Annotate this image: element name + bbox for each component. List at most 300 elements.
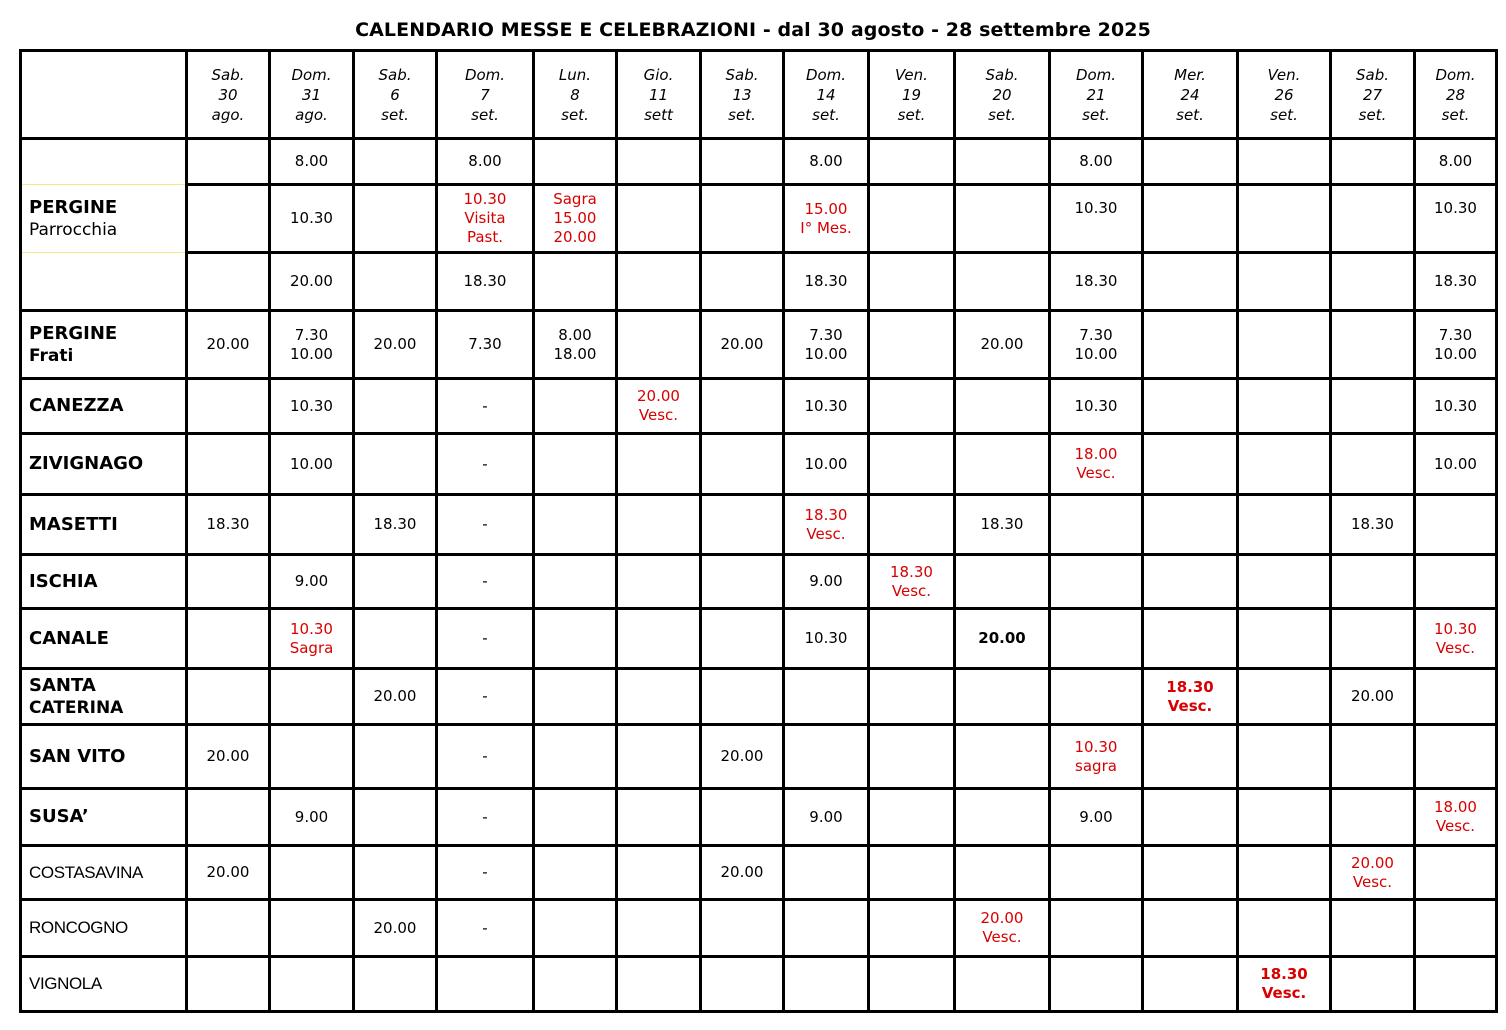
schedule-cell bbox=[1331, 139, 1415, 185]
parish-name: VIGNOLA bbox=[29, 974, 102, 993]
parish-row bbox=[21, 789, 1497, 846]
schedule-entry: 8.00 bbox=[558, 325, 592, 344]
parish-row bbox=[21, 185, 1497, 253]
schedule-entry: 10.00 bbox=[290, 454, 333, 473]
schedule-cell bbox=[869, 495, 955, 555]
schedule-cell bbox=[1143, 434, 1238, 495]
column-header-date: 13 bbox=[732, 85, 752, 104]
schedule-cell bbox=[354, 253, 437, 311]
schedule-entry: Vesc. bbox=[638, 406, 679, 424]
parish-name-cell bbox=[21, 139, 187, 185]
schedule-cell bbox=[1050, 789, 1143, 846]
schedule-entry: 9.00 bbox=[809, 807, 843, 826]
parish-row bbox=[21, 900, 1497, 957]
schedule-cell bbox=[784, 900, 869, 957]
schedule-entry: 7.30 bbox=[294, 325, 329, 344]
schedule-cell bbox=[1331, 846, 1415, 900]
schedule-cell bbox=[270, 669, 354, 725]
parish-row bbox=[21, 725, 1497, 789]
parish-name-cell bbox=[21, 185, 187, 253]
schedule-cell bbox=[354, 379, 437, 434]
schedule-cell bbox=[187, 139, 270, 185]
schedule-entry: 8.00 bbox=[294, 152, 329, 170]
parish-name-cell bbox=[21, 379, 187, 434]
schedule-cell bbox=[869, 957, 955, 1012]
page-title: CALENDARIO MESSE E CELEBRAZIONI - dal 30 agosto - 28 settembre 2025 bbox=[355, 19, 1151, 41]
schedule-cell bbox=[617, 139, 701, 185]
schedule-cell bbox=[1143, 789, 1238, 846]
schedule-entry: 8.00 bbox=[1079, 152, 1113, 170]
schedule-entry: 20.00 bbox=[373, 918, 417, 937]
column-header-date: 28 bbox=[1445, 85, 1466, 104]
schedule-entry: 18.30 bbox=[373, 515, 417, 533]
parish-name: ISCHIA bbox=[29, 570, 98, 592]
schedule-entry: 10.30 bbox=[1434, 619, 1477, 638]
schedule-entry: 20.00 bbox=[720, 335, 764, 353]
schedule-entry: 7.30 bbox=[1079, 325, 1113, 344]
schedule-cell bbox=[270, 253, 354, 311]
schedule-cell bbox=[354, 900, 437, 957]
column-header-date: 26 bbox=[1274, 85, 1294, 104]
schedule-entry: 18.30 bbox=[1260, 965, 1308, 983]
column-header-date: 20 bbox=[992, 85, 1012, 104]
schedule-cell bbox=[437, 434, 534, 495]
schedule-entry: 20.00 bbox=[1351, 687, 1394, 705]
schedule-entry: 15.00 bbox=[553, 209, 597, 227]
schedule-cell bbox=[187, 900, 270, 957]
schedule-entry: 10.30 bbox=[463, 190, 507, 208]
schedule-entry: 10.30 bbox=[1074, 199, 1118, 217]
schedule-cell bbox=[1415, 957, 1497, 1012]
parish-name: CANALE bbox=[29, 627, 109, 649]
column-header-day: Lun. bbox=[558, 65, 592, 84]
column-header-month: set. bbox=[988, 105, 1016, 124]
column-header-month: ago. bbox=[211, 105, 245, 124]
parish-row bbox=[21, 253, 1497, 311]
column-header bbox=[354, 51, 437, 139]
schedule-entry: 10.00 bbox=[290, 344, 333, 363]
parish-subname: Parrocchia bbox=[29, 219, 118, 240]
schedule-cell bbox=[1415, 495, 1497, 555]
schedule-cell bbox=[1050, 185, 1143, 253]
schedule-entry: 10.00 bbox=[1074, 344, 1118, 363]
schedule-cell bbox=[270, 900, 354, 957]
column-header-date: 8 bbox=[570, 85, 580, 104]
schedule-cell bbox=[617, 434, 701, 495]
schedule-cell bbox=[701, 609, 784, 669]
parish-row bbox=[21, 669, 1497, 725]
schedule-cell bbox=[701, 434, 784, 495]
column-header bbox=[955, 51, 1050, 139]
schedule-cell bbox=[187, 846, 270, 900]
schedule-cell bbox=[784, 957, 869, 1012]
schedule-cell bbox=[1238, 185, 1331, 253]
schedule-cell bbox=[1143, 900, 1238, 957]
calendar-body bbox=[21, 51, 1497, 1012]
schedule-entry: 10.30 bbox=[804, 396, 848, 415]
schedule-cell bbox=[701, 555, 784, 609]
column-header-day: Sab. bbox=[1355, 65, 1389, 84]
schedule-entry: 7.30 bbox=[468, 335, 502, 353]
column-header bbox=[701, 51, 784, 139]
schedule-entry: 20.00 bbox=[978, 629, 1026, 647]
schedule-cell bbox=[1143, 846, 1238, 900]
schedule-cell bbox=[354, 669, 437, 725]
schedule-cell bbox=[869, 789, 955, 846]
schedule-cell bbox=[187, 669, 270, 725]
schedule-cell bbox=[354, 495, 437, 555]
column-header-day: Ven. bbox=[1267, 65, 1301, 84]
schedule-cell bbox=[270, 846, 354, 900]
schedule-cell bbox=[534, 495, 617, 555]
schedule-cell bbox=[869, 846, 955, 900]
schedule-cell bbox=[534, 253, 617, 311]
schedule-cell bbox=[701, 957, 784, 1012]
schedule-cell bbox=[1143, 185, 1238, 253]
schedule-cell bbox=[869, 185, 955, 253]
schedule-cell bbox=[784, 669, 869, 725]
column-header bbox=[1415, 51, 1497, 139]
schedule-cell bbox=[437, 139, 534, 185]
schedule-entry: 20.00 bbox=[980, 909, 1024, 927]
schedule-entry: Visita bbox=[464, 209, 506, 227]
column-header bbox=[869, 51, 955, 139]
parish-name: CANEZZA bbox=[29, 395, 124, 416]
parish-subname: Frati bbox=[29, 345, 74, 366]
schedule-cell bbox=[955, 379, 1050, 434]
header-row bbox=[21, 51, 1497, 139]
schedule-entry: 10.30 bbox=[1434, 396, 1477, 415]
schedule-cell bbox=[354, 789, 437, 846]
schedule-cell bbox=[1238, 846, 1331, 900]
schedule-cell bbox=[869, 900, 955, 957]
schedule-cell bbox=[354, 957, 437, 1012]
schedule-cell bbox=[534, 725, 617, 789]
schedule-entry: - bbox=[482, 572, 488, 590]
schedule-cell bbox=[1143, 139, 1238, 185]
parish-name-cell bbox=[21, 495, 187, 555]
schedule-cell bbox=[1238, 253, 1331, 311]
schedule-cell bbox=[1238, 900, 1331, 957]
parish-row bbox=[21, 311, 1497, 379]
calendar-table bbox=[19, 49, 1498, 1013]
schedule-cell bbox=[1331, 669, 1415, 725]
column-header bbox=[617, 51, 701, 139]
schedule-cell bbox=[1050, 311, 1143, 379]
schedule-entry: - bbox=[482, 515, 488, 533]
schedule-cell bbox=[270, 609, 354, 669]
schedule-cell bbox=[784, 555, 869, 609]
schedule-cell bbox=[270, 957, 354, 1012]
schedule-cell bbox=[784, 379, 869, 434]
column-header-day: Dom. bbox=[464, 65, 506, 84]
schedule-entry: 20.00 bbox=[1351, 853, 1394, 872]
schedule-entry: Vesc. bbox=[1076, 464, 1116, 482]
schedule-cell bbox=[270, 555, 354, 609]
schedule-cell bbox=[784, 725, 869, 789]
schedule-cell bbox=[1050, 434, 1143, 495]
header-corner-cell bbox=[21, 51, 187, 139]
schedule-entry: 8.00 bbox=[1438, 152, 1473, 170]
column-header-day: Sab. bbox=[378, 65, 412, 84]
schedule-cell bbox=[617, 253, 701, 311]
schedule-cell bbox=[955, 495, 1050, 555]
parish-name-cell bbox=[21, 725, 187, 789]
column-header bbox=[534, 51, 617, 139]
schedule-cell bbox=[187, 434, 270, 495]
schedule-cell bbox=[534, 434, 617, 495]
schedule-cell bbox=[617, 609, 701, 669]
schedule-entry: 20.00 bbox=[373, 687, 417, 705]
schedule-cell bbox=[701, 253, 784, 311]
schedule-cell bbox=[1238, 434, 1331, 495]
schedule-cell bbox=[1415, 139, 1497, 185]
schedule-cell bbox=[617, 669, 701, 725]
schedule-entry: 20.00 bbox=[206, 747, 250, 765]
column-header-day: Dom. bbox=[805, 65, 847, 84]
column-header bbox=[1050, 51, 1143, 139]
parish-name: COSTASAVINA bbox=[29, 862, 143, 882]
parish-name: PERGINE bbox=[29, 196, 118, 218]
parish-name: RONCOGNO bbox=[29, 918, 128, 937]
schedule-cell bbox=[955, 185, 1050, 253]
parish-name-cell bbox=[21, 609, 187, 669]
schedule-cell bbox=[1050, 669, 1143, 725]
parish-name-cell bbox=[21, 669, 187, 725]
schedule-entry: 18.30 bbox=[1166, 677, 1214, 696]
schedule-cell bbox=[187, 253, 270, 311]
schedule-cell bbox=[1415, 311, 1497, 379]
schedule-entry: 20.00 bbox=[637, 387, 680, 405]
schedule-entry: 15.00 bbox=[804, 199, 848, 218]
parish-name: SUSA’ bbox=[29, 806, 89, 827]
column-header-date: 7 bbox=[480, 85, 490, 104]
schedule-cell bbox=[354, 311, 437, 379]
schedule-entry: Vesc. bbox=[1435, 817, 1476, 835]
schedule-entry: 18.30 bbox=[1434, 272, 1477, 290]
column-header bbox=[187, 51, 270, 139]
schedule-cell bbox=[869, 311, 955, 379]
schedule-cell bbox=[1415, 609, 1497, 669]
schedule-cell bbox=[1331, 609, 1415, 669]
schedule-cell bbox=[437, 185, 534, 253]
schedule-entry: 8.00 bbox=[468, 152, 502, 170]
schedule-cell bbox=[534, 139, 617, 185]
schedule-cell bbox=[534, 900, 617, 957]
schedule-entry: Sagra bbox=[553, 190, 597, 208]
schedule-entry: 8.00 bbox=[809, 152, 843, 170]
column-header-month: set. bbox=[728, 105, 756, 124]
schedule-cell bbox=[187, 725, 270, 789]
column-header bbox=[784, 51, 869, 139]
schedule-cell bbox=[1331, 311, 1415, 379]
schedule-cell bbox=[1238, 957, 1331, 1012]
schedule-cell bbox=[617, 957, 701, 1012]
schedule-cell bbox=[354, 555, 437, 609]
schedule-cell bbox=[1238, 789, 1331, 846]
schedule-cell bbox=[1050, 139, 1143, 185]
schedule-cell bbox=[617, 846, 701, 900]
schedule-entry: 20.00 bbox=[206, 863, 250, 881]
schedule-cell bbox=[701, 185, 784, 253]
schedule-cell bbox=[270, 379, 354, 434]
schedule-cell bbox=[437, 495, 534, 555]
schedule-cell bbox=[1238, 555, 1331, 609]
schedule-cell bbox=[1415, 555, 1497, 609]
parish-subname: CATERINA bbox=[29, 697, 124, 718]
schedule-cell bbox=[784, 253, 869, 311]
schedule-cell bbox=[270, 185, 354, 253]
schedule-cell bbox=[1238, 725, 1331, 789]
schedule-cell bbox=[354, 139, 437, 185]
schedule-entry: 10.00 bbox=[1434, 454, 1477, 473]
parish-name-cell bbox=[21, 311, 187, 379]
parish-row bbox=[21, 434, 1497, 495]
column-header-month: set. bbox=[1270, 105, 1298, 124]
schedule-cell bbox=[1238, 311, 1331, 379]
column-header-date: 21 bbox=[1086, 85, 1106, 104]
schedule-cell bbox=[1143, 555, 1238, 609]
column-header-month: ago. bbox=[295, 105, 328, 124]
column-header-day: Gio. bbox=[643, 65, 674, 84]
schedule-cell bbox=[784, 846, 869, 900]
schedule-cell bbox=[437, 379, 534, 434]
schedule-cell bbox=[869, 253, 955, 311]
schedule-cell bbox=[784, 609, 869, 669]
schedule-cell bbox=[1050, 725, 1143, 789]
schedule-cell bbox=[270, 725, 354, 789]
schedule-cell bbox=[534, 555, 617, 609]
schedule-cell bbox=[701, 789, 784, 846]
schedule-entry: - bbox=[482, 918, 488, 937]
schedule-entry: 18.00 bbox=[553, 344, 597, 363]
parish-row bbox=[21, 379, 1497, 434]
schedule-entry: Vesc. bbox=[1167, 696, 1213, 715]
schedule-cell bbox=[1238, 379, 1331, 434]
schedule-cell bbox=[1331, 725, 1415, 789]
column-header-day: Dom. bbox=[291, 65, 332, 84]
schedule-cell bbox=[617, 900, 701, 957]
column-header-month: set. bbox=[1176, 105, 1204, 124]
schedule-cell bbox=[869, 725, 955, 789]
schedule-cell bbox=[784, 789, 869, 846]
schedule-entry: 20.00 bbox=[553, 228, 597, 246]
schedule-cell bbox=[1143, 725, 1238, 789]
schedule-cell bbox=[1143, 495, 1238, 555]
schedule-cell bbox=[437, 253, 534, 311]
schedule-entry: 20.00 bbox=[980, 335, 1024, 353]
schedule-cell bbox=[354, 846, 437, 900]
schedule-cell bbox=[1331, 555, 1415, 609]
schedule-cell bbox=[701, 669, 784, 725]
schedule-cell bbox=[869, 379, 955, 434]
schedule-entry: 10.30 bbox=[804, 629, 848, 647]
schedule-entry: 7.30 bbox=[809, 325, 843, 344]
parish-name-cell bbox=[21, 900, 187, 957]
column-header-day: Sab. bbox=[211, 65, 245, 84]
schedule-cell bbox=[1331, 434, 1415, 495]
schedule-cell bbox=[187, 789, 270, 846]
schedule-cell bbox=[437, 957, 534, 1012]
column-header-month: sett bbox=[644, 105, 673, 124]
schedule-entry: 20.00 bbox=[290, 272, 333, 290]
schedule-entry: 18.00 bbox=[1074, 445, 1118, 463]
column-header-month: set. bbox=[381, 105, 409, 124]
schedule-entry: 18.30 bbox=[1351, 515, 1394, 533]
column-header-date: 27 bbox=[1362, 85, 1383, 104]
schedule-cell bbox=[955, 789, 1050, 846]
schedule-cell bbox=[869, 555, 955, 609]
schedule-cell bbox=[869, 669, 955, 725]
schedule-cell bbox=[1238, 609, 1331, 669]
parish-row bbox=[21, 609, 1497, 669]
parish-row bbox=[21, 846, 1497, 900]
schedule-cell bbox=[617, 789, 701, 846]
schedule-cell bbox=[1415, 900, 1497, 957]
schedule-cell bbox=[955, 900, 1050, 957]
schedule-cell bbox=[955, 434, 1050, 495]
schedule-cell bbox=[784, 311, 869, 379]
schedule-cell bbox=[1143, 311, 1238, 379]
schedule-entry: 10.30 bbox=[1074, 737, 1118, 756]
schedule-cell bbox=[1331, 900, 1415, 957]
schedule-cell bbox=[1331, 957, 1415, 1012]
column-header-day: Ven. bbox=[895, 65, 928, 84]
schedule-cell bbox=[617, 495, 701, 555]
schedule-cell bbox=[617, 185, 701, 253]
schedule-cell bbox=[534, 311, 617, 379]
schedule-entry: 10.30 bbox=[290, 209, 333, 227]
schedule-cell bbox=[1331, 253, 1415, 311]
column-header-day: Sab. bbox=[725, 65, 759, 84]
schedule-cell bbox=[437, 900, 534, 957]
schedule-cell bbox=[1415, 185, 1497, 253]
column-header-date: 11 bbox=[648, 85, 669, 104]
column-header-date: 30 bbox=[218, 85, 238, 104]
schedule-entry: 10.30 bbox=[290, 619, 333, 638]
schedule-cell bbox=[270, 495, 354, 555]
schedule-cell bbox=[955, 311, 1050, 379]
schedule-cell bbox=[869, 139, 955, 185]
schedule-entry: 20.00 bbox=[720, 863, 764, 881]
column-header-day: Dom. bbox=[1075, 65, 1117, 84]
schedule-entry: Vesc. bbox=[982, 928, 1022, 946]
schedule-entry: 9.00 bbox=[809, 572, 843, 590]
schedule-entry: 18.30 bbox=[463, 272, 507, 290]
schedule-cell bbox=[270, 139, 354, 185]
schedule-cell bbox=[187, 311, 270, 379]
schedule-cell bbox=[1050, 495, 1143, 555]
schedule-cell bbox=[1331, 379, 1415, 434]
schedule-entry: 10.30 bbox=[290, 396, 333, 415]
schedule-cell bbox=[1050, 555, 1143, 609]
schedule-cell bbox=[869, 434, 955, 495]
schedule-cell bbox=[955, 253, 1050, 311]
schedule-cell bbox=[534, 609, 617, 669]
schedule-cell bbox=[701, 379, 784, 434]
column-header-date: 31 bbox=[301, 85, 322, 104]
column-header bbox=[270, 51, 354, 139]
schedule-entry: - bbox=[482, 807, 488, 826]
schedule-cell bbox=[1415, 669, 1497, 725]
schedule-entry: 10.00 bbox=[804, 344, 848, 363]
column-header-date: 6 bbox=[390, 85, 400, 104]
parish-name-cell bbox=[21, 789, 187, 846]
column-header-day: Mer. bbox=[1174, 65, 1206, 84]
schedule-cell bbox=[187, 957, 270, 1012]
schedule-entry: 18.30 bbox=[890, 562, 933, 581]
column-header-month: set. bbox=[1082, 105, 1110, 124]
